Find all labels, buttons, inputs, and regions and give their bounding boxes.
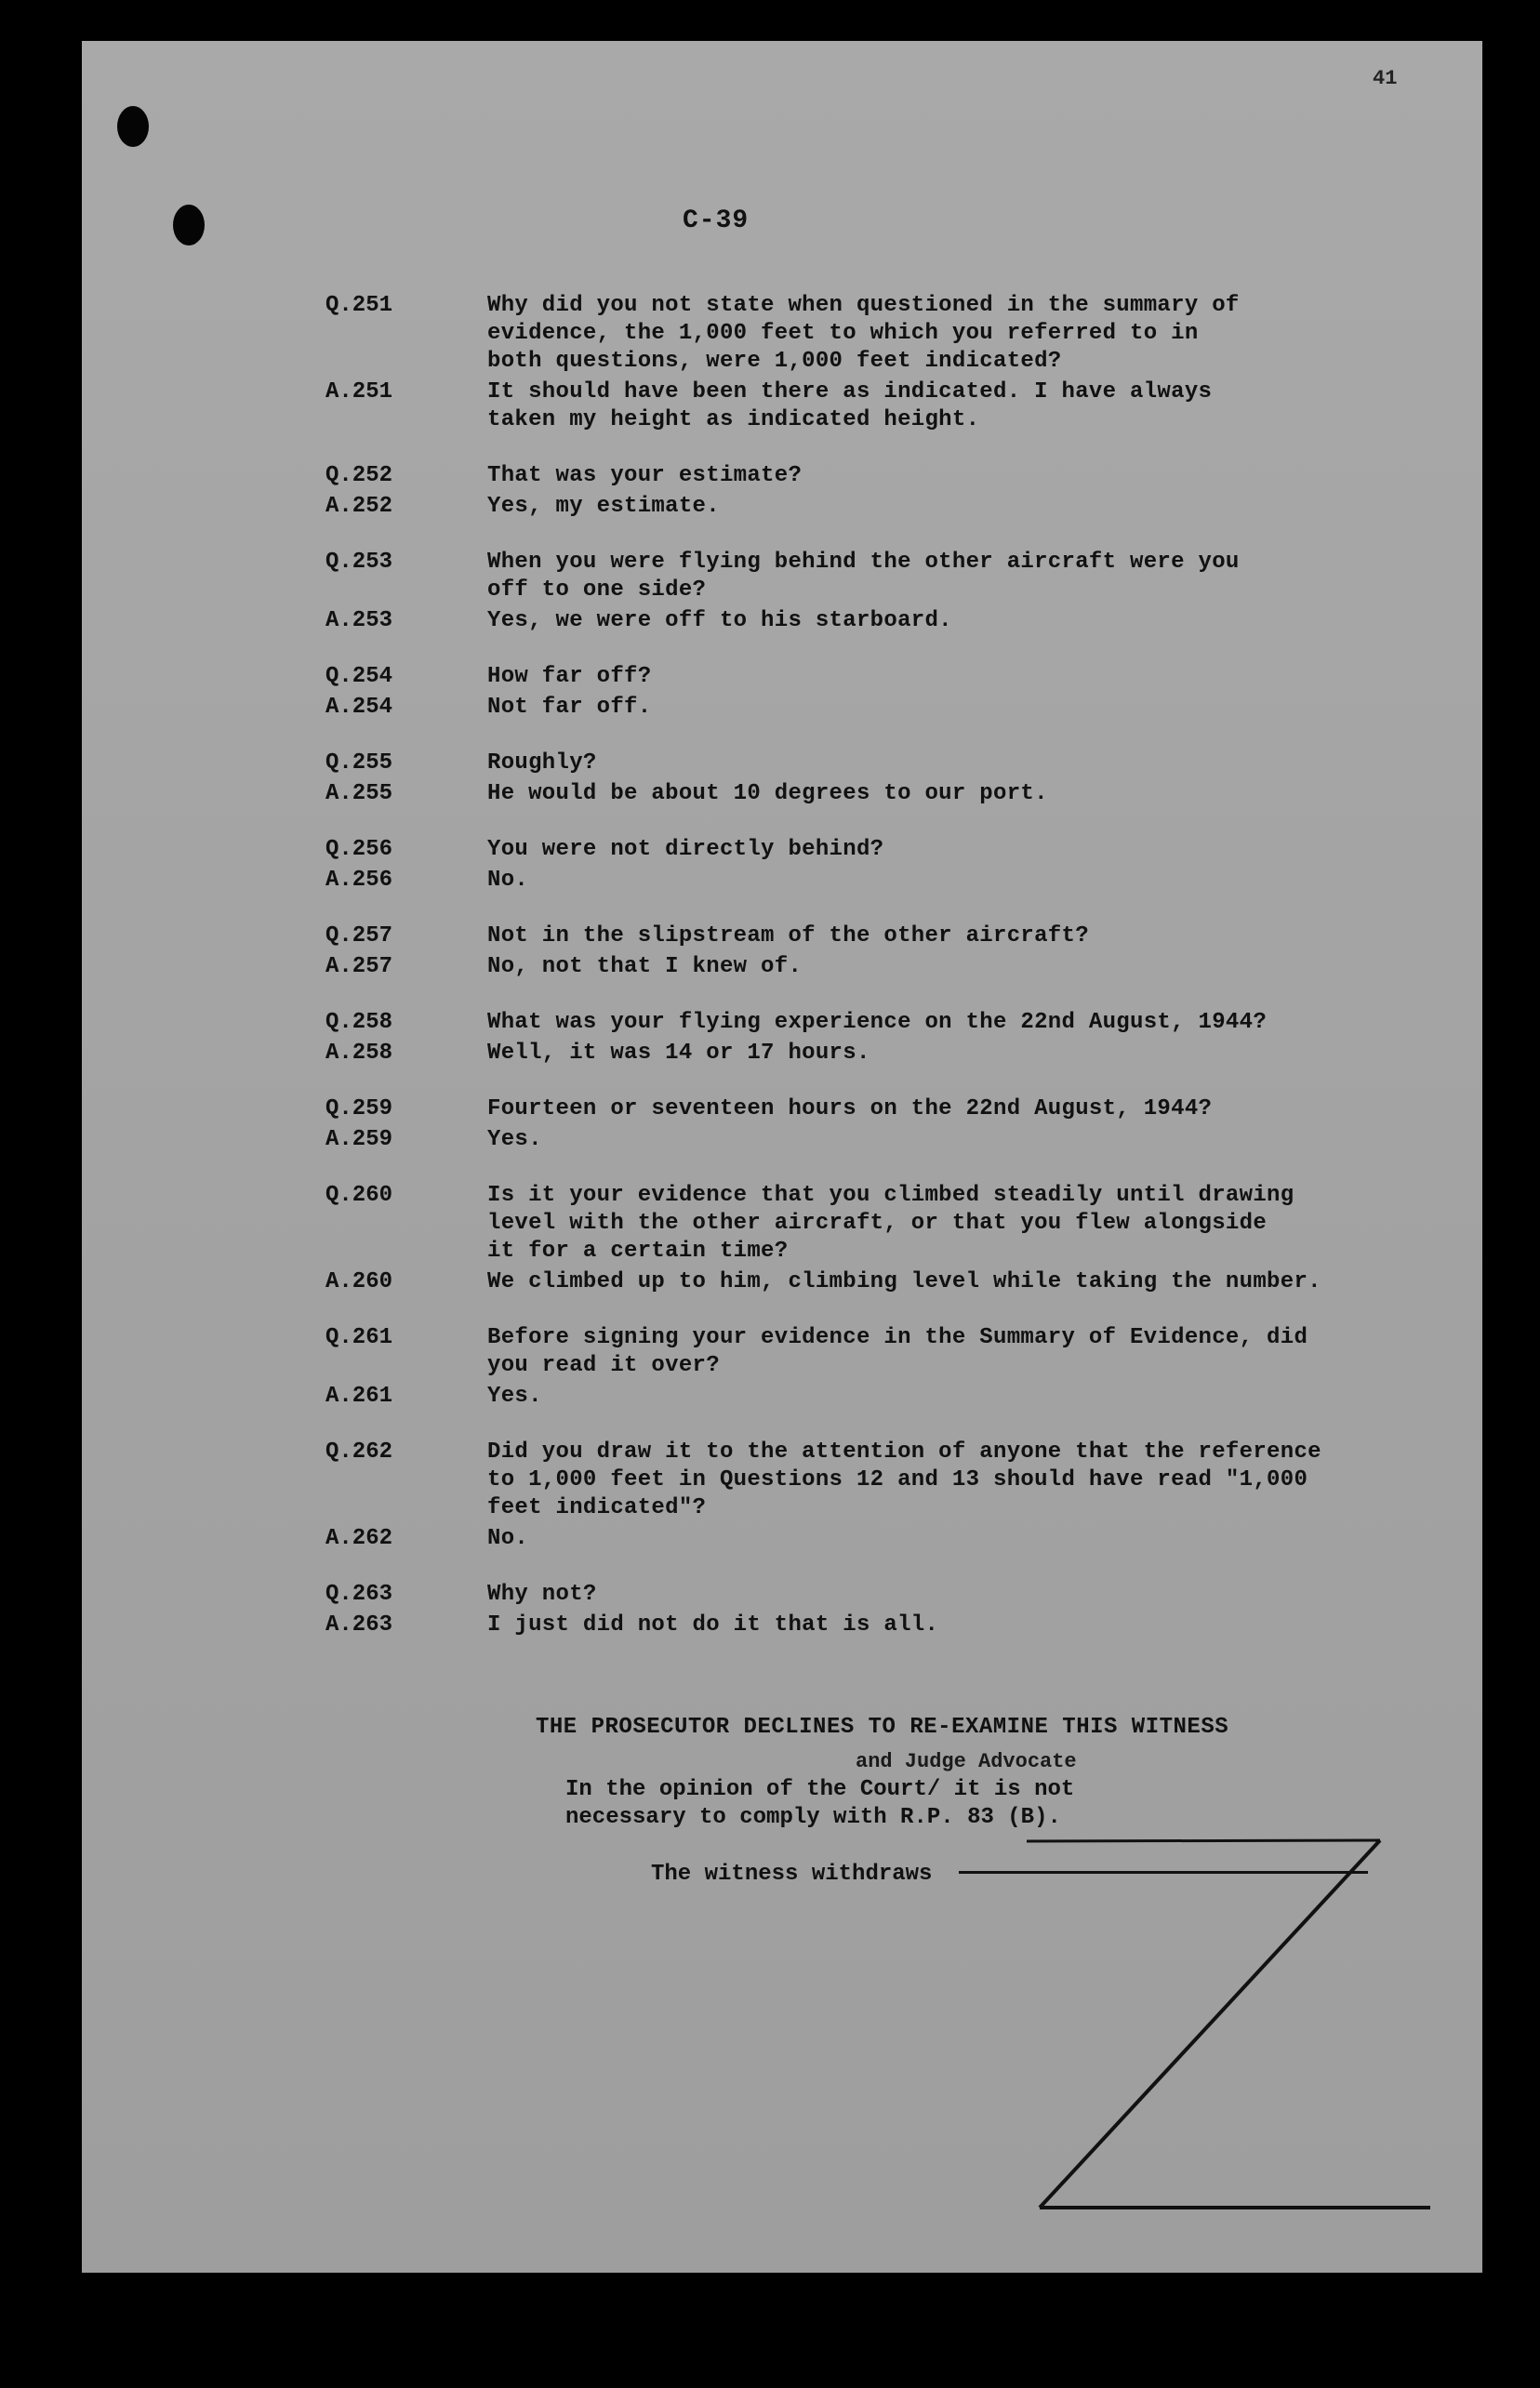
question-text: What was your flying experience on the 22nd August, 1944?: [487, 1010, 1268, 1035]
answer-row: [325, 1126, 1441, 1154]
answer-row: [325, 953, 1441, 981]
qa-entry: [325, 1009, 1441, 1068]
question-row: [325, 922, 1441, 950]
answer-row: [325, 378, 1441, 434]
question-row: [325, 292, 1441, 376]
answer-text: Yes, we were off to his starboard.: [487, 608, 952, 633]
question-row: [325, 836, 1441, 864]
question-number: Q.259: [325, 1096, 393, 1121]
question-row: [325, 549, 1441, 604]
qa-entry: [325, 922, 1441, 981]
question-text: You were not directly behind?: [487, 837, 884, 862]
answer-number: A.254: [325, 695, 393, 720]
question-number: Q.257: [325, 923, 393, 949]
answer-row: [325, 694, 1441, 722]
z-top-stroke: [1027, 1840, 1380, 1841]
question-row: [325, 462, 1441, 490]
answer-text: No.: [487, 868, 529, 893]
punch-hole-top: [117, 106, 149, 147]
question-number: Q.261: [325, 1325, 393, 1350]
qa-entry: [325, 750, 1441, 808]
answer-number: A.251: [325, 379, 393, 405]
qa-entry: [325, 292, 1441, 434]
question-number: Q.253: [325, 550, 393, 575]
z-diagonal-stroke: [1040, 1840, 1380, 2208]
answer-text: No, not that I knew of.: [487, 954, 803, 979]
answer-row: [325, 1612, 1441, 1639]
answer-number: A.261: [325, 1384, 393, 1409]
answer-number: A.256: [325, 868, 393, 893]
question-text: Before signing your evidence in the Summary of Evidence, did you read it over?: [487, 1325, 1308, 1378]
witness-withdraws-text: The witness withdraws: [651, 1862, 933, 1887]
question-text: Why did you not state when questioned in the summary of evidence, the 1,000 feet to which you referred to in both questions, were 1,000 feet indicated?: [487, 293, 1240, 374]
court-opinion: In the opinion of the Court/ it is not necessary to comply with R.P. 83 (B).: [565, 1777, 1075, 1830]
qa-entry: [325, 663, 1441, 722]
qa-entry: [325, 1581, 1441, 1639]
question-row: [325, 663, 1441, 691]
withdraws-underline: [959, 1871, 1368, 1874]
handwritten-insertion: and Judge Advocate: [856, 1750, 1077, 1773]
answer-number: A.257: [325, 954, 393, 979]
question-number: Q.263: [325, 1582, 393, 1607]
answer-row: [325, 493, 1441, 521]
question-row: [325, 1581, 1441, 1609]
qa-entry: [325, 549, 1441, 635]
question-number: Q.252: [325, 463, 393, 488]
question-text: Is it your evidence that you climbed steadily until drawing level with the other aircraft, or that you flew alongside it for a certain time?: [487, 1183, 1294, 1264]
question-text: Did you draw it to the attention of anyone that the reference to 1,000 feet in Questions 12 and 13 should have read "1,000 feet indicated"?: [487, 1439, 1321, 1520]
question-text: When you were flying behind the other aircraft were you off to one side?: [487, 550, 1240, 603]
question-number: Q.254: [325, 664, 393, 689]
question-text: That was your estimate?: [487, 463, 803, 488]
answer-text: Yes, my estimate.: [487, 494, 720, 519]
question-text: Roughly?: [487, 750, 597, 776]
question-text: Fourteen or seventeen hours on the 22nd August, 1944?: [487, 1096, 1213, 1121]
question-row: [325, 1009, 1441, 1037]
prosecutor-statement: THE PROSECUTOR DECLINES TO RE-EXAMINE THIS WITNESS: [536, 1715, 1229, 1740]
answer-number: A.262: [325, 1526, 393, 1551]
answer-text: Well, it was 14 or 17 hours.: [487, 1041, 870, 1066]
corner-page-mark: 41: [1373, 67, 1398, 90]
question-row: [325, 1095, 1441, 1123]
answer-row: [325, 1040, 1441, 1068]
answer-text: It should have been there as indicated. I have always taken my height as indicated height.: [487, 379, 1213, 432]
qa-entry: [325, 836, 1441, 895]
qa-entry: [325, 462, 1441, 521]
answer-row: [325, 780, 1441, 808]
answer-number: A.260: [325, 1269, 393, 1294]
qa-entry: [325, 1182, 1441, 1296]
answer-row: [325, 1525, 1441, 1553]
question-number: Q.260: [325, 1183, 393, 1208]
answer-number: A.259: [325, 1127, 393, 1152]
qa-transcript: [325, 292, 1441, 1667]
question-text: Not in the slipstream of the other aircraft?: [487, 923, 1089, 949]
answer-text: I just did not do it that is all.: [487, 1612, 939, 1638]
question-row: [325, 1324, 1441, 1380]
answer-text: Not far off.: [487, 695, 652, 720]
answer-text: Yes.: [487, 1384, 542, 1409]
question-row: [325, 750, 1441, 777]
answer-number: A.255: [325, 781, 393, 806]
witness-withdraws-line: [651, 1862, 1368, 1887]
answer-number: A.252: [325, 494, 393, 519]
question-text: How far off?: [487, 664, 652, 689]
answer-number: A.258: [325, 1041, 393, 1066]
answer-row: [325, 867, 1441, 895]
answer-text: No.: [487, 1526, 529, 1551]
question-number: Q.256: [325, 837, 393, 862]
answer-number: A.253: [325, 608, 393, 633]
answer-text: Yes.: [487, 1127, 542, 1152]
qa-entry: [325, 1095, 1441, 1154]
answer-text: We climbed up to him, climbing level while taking the number.: [487, 1269, 1321, 1294]
answer-row: [325, 1383, 1441, 1411]
qa-entry: [325, 1324, 1441, 1411]
answer-text: He would be about 10 degrees to our port.: [487, 781, 1048, 806]
answer-row: [325, 1268, 1441, 1296]
question-row: [325, 1182, 1441, 1266]
question-text: Why not?: [487, 1582, 597, 1607]
question-row: [325, 1439, 1441, 1522]
qa-entry: [325, 1439, 1441, 1553]
answer-number: A.263: [325, 1612, 393, 1638]
question-number: Q.262: [325, 1439, 393, 1465]
document-page: [82, 41, 1482, 2273]
question-number: Q.255: [325, 750, 393, 776]
question-number: Q.258: [325, 1010, 393, 1035]
punch-hole-middle: [173, 205, 205, 245]
page-number: C-39: [683, 206, 750, 235]
answer-row: [325, 607, 1441, 635]
question-number: Q.251: [325, 293, 393, 318]
